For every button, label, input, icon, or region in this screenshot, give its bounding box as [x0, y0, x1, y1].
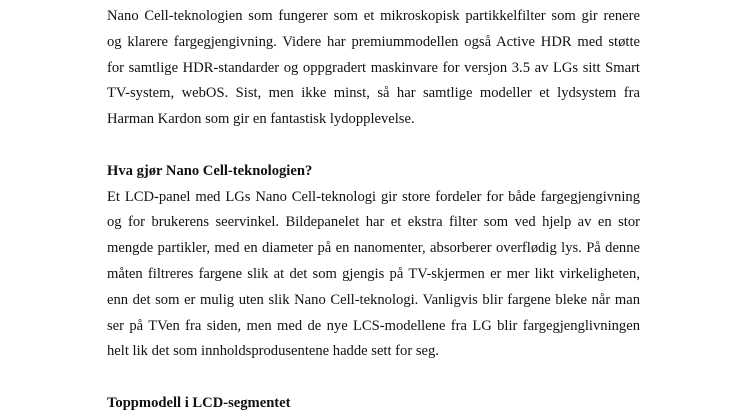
intro-paragraph: [107, 4, 640, 133]
paragraph-line: og klarere fargegjengivning. Videre har premiummodellen også Active HDR med støtte: [107, 33, 640, 50]
paragraph-line: mengde partikler, med en diameter på en nanomenter, absorberer overflødig lys. På denne: [107, 240, 640, 257]
section-heading-nano-cell: Hva gjør Nano Cell-teknologien?: [107, 162, 313, 179]
section-heading-toppmodell: Toppmodell i LCD-segmentet: [107, 394, 291, 411]
paragraph-line: Et LCD-panel med LGs Nano Cell-teknologi gir store fordeler for både fargegjengivning: [107, 188, 640, 205]
paragraph-line: Nano Cell-teknologien som fungerer som et mikroskopisk partikkelfilter som gir renere: [107, 8, 640, 24]
paragraph-line: Harman Kardon som gir en fantastisk lydopplevelse.: [107, 111, 415, 128]
nano-cell-paragraph: [107, 185, 640, 366]
document-page: [107, 4, 640, 417]
paragraph-line: TV-system, webOS. Sist, men ikke minst, så har samtlige modeller et lydsystem fra: [107, 85, 640, 102]
paragraph-spacer: [107, 133, 640, 159]
paragraph-line: for samtlige HDR-standarder og oppgradert maskinvare for versjon 3.5 av LGs sitt Smart: [107, 59, 640, 76]
paragraph-line: enn det som er mulig uten slik Nano Cell-teknologi. Vanligvis blir fargene bleke når man: [107, 291, 640, 308]
paragraph-line: måten filtreres fargene slik at det som gjengis på TV-skjermen er mer likt virkeligheten,: [107, 265, 640, 282]
paragraph-line: og for brukerens seervinkel. Bildepanelet har et ekstra filter som ved hjelp av en stor: [107, 214, 640, 231]
paragraph-line: helt lik det som innholdsprodusentene hadde sett for seg.: [107, 343, 439, 360]
paragraph-line: ser på TVen fra siden, men med de nye LCS-modellene fra LG blir fargegjenglivningen: [107, 317, 640, 334]
paragraph-spacer: [107, 365, 640, 391]
